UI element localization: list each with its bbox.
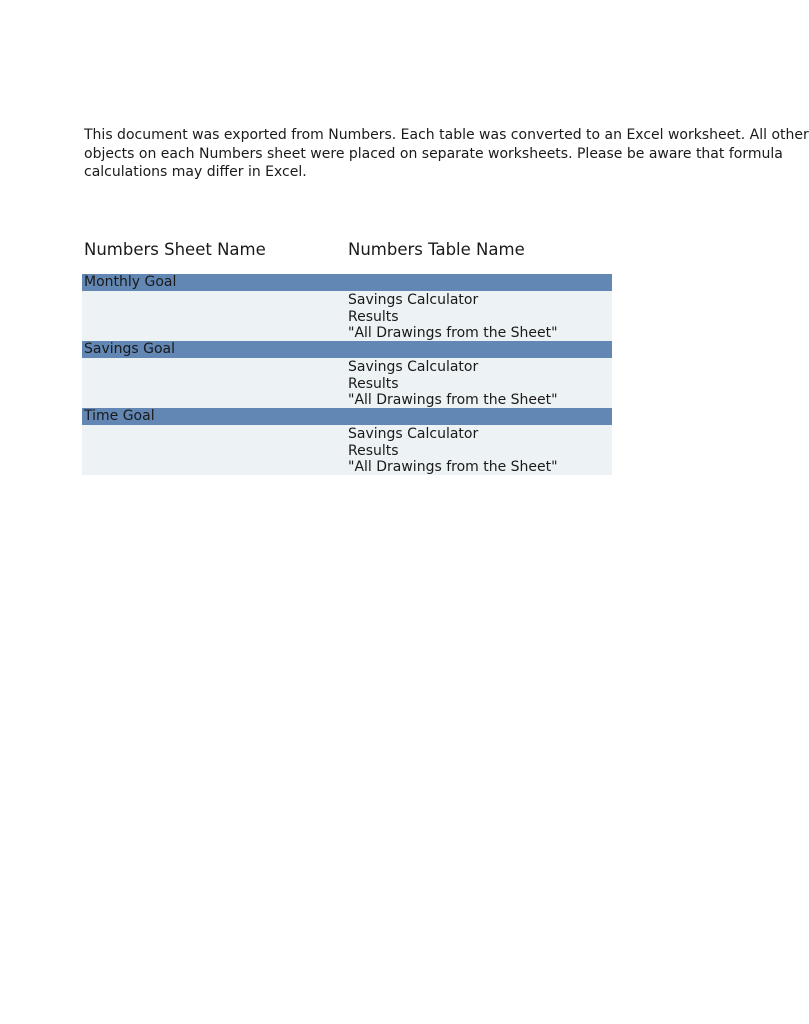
intro-line: objects on each Numbers sheet were placed on separate worksheets. Please be aware that formula	[84, 145, 783, 162]
table-name: Results	[348, 442, 399, 459]
table-name-header: Numbers Table Name	[348, 240, 525, 259]
sheet-name-header: Numbers Sheet Name	[84, 240, 266, 259]
table-name: Results	[348, 308, 399, 325]
sheet-row	[82, 341, 612, 358]
intro-line: calculations may differ in Excel.	[84, 164, 307, 180]
table-name: Savings Calculator	[348, 359, 479, 375]
intro-text	[84, 126, 809, 182]
sheet-name: Monthly Goal	[84, 274, 177, 290]
table-name: Savings Calculator	[348, 426, 479, 442]
intro-line: This document was exported from Numbers. Each table was converted to an Excel worksheet. All other	[84, 127, 809, 143]
table-list	[82, 425, 612, 475]
sheet-row	[82, 408, 612, 425]
table-name: "All Drawings from the Sheet"	[348, 459, 558, 476]
sheet-row	[82, 274, 612, 291]
sheet-name: Savings Goal	[84, 341, 176, 357]
table-name: "All Drawings from the Sheet"	[348, 392, 558, 409]
column-headers	[84, 240, 612, 264]
table-list	[82, 358, 612, 408]
table-name: Savings Calculator	[348, 292, 479, 308]
table-name: Results	[348, 375, 399, 392]
table-list	[82, 291, 612, 341]
table-name: "All Drawings from the Sheet"	[348, 325, 558, 342]
sheet-name: Time Goal	[84, 408, 155, 424]
sheet-table-grid	[82, 274, 612, 475]
